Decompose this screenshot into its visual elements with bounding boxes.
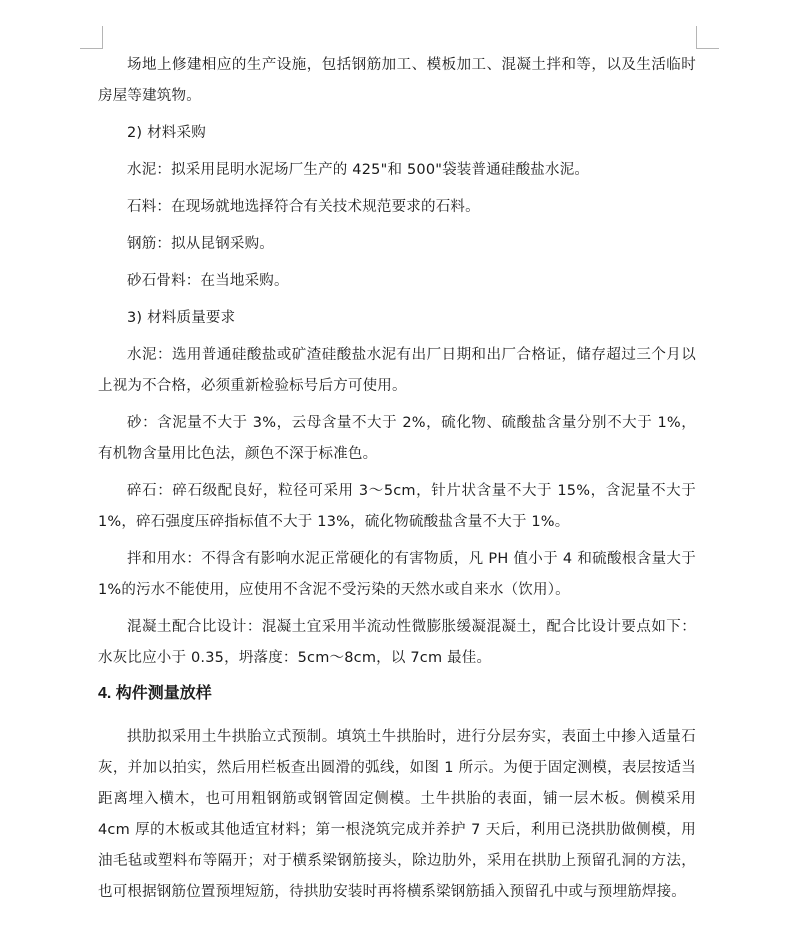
document-page — [98, 50, 696, 914]
paragraph-cement-quality: 水泥：选用普通硅酸盐或矿渣硅酸盐水泥有出厂日期和出厂合格证，储存超过三个月以上视为不合格，必须重新检验标号后方可使用。 — [98, 347, 696, 394]
paragraph-cement: 水泥：拟采用昆明水泥场厂生产的 425"和 500"袋装普通硅酸盐水泥。 — [127, 162, 590, 178]
paragraph-aggregate: 砂石骨料：在当地采购。 — [127, 273, 289, 289]
paragraph-steel: 钢筋：拟从昆钢采购。 — [127, 236, 274, 252]
paragraph-sand-quality: 砂：含泥量不大于 3%，云母含量不大于 2%，硫化物、硫酸盐含量分别不大于 1%，有机物含量用比色法，颜色不深于标准色。 — [98, 415, 696, 462]
section-heading: 4. 构件测量放样 — [98, 685, 212, 702]
paragraph-stone: 石料：在现场就地选择符合有关技术规范要求的石料。 — [127, 199, 480, 215]
subheading-material-quality: 3) 材料质量要求 — [127, 310, 236, 326]
crop-mark-left — [80, 26, 103, 49]
subheading-material-procurement: 2) 材料采购 — [127, 125, 206, 141]
paragraph-facilities: 场地上修建相应的生产设施，包括钢筋加工、模板加工、混凝土拌和等，以及生活临时房屋等建筑物。 — [98, 57, 696, 104]
crop-mark-right — [696, 26, 719, 49]
paragraph-mixing-water: 拌和用水：不得含有影响水泥正常硬化的有害物质，凡 PH 值小于 4 和硫酸根含量大于 1%的污水不能使用，应使用不含泥不受污染的天然水或自来水（饮用）。 — [98, 551, 696, 598]
paragraph-arch-rib: 拱肋拟采用土牛拱胎立式预制。填筑土牛拱胎时，进行分层夯实，表面土中掺入适量石灰，并加以拍实，然后用栏板查出圆滑的弧线，如图 1 所示。为便于固定测模，表层按适当距离埋入横木，也可用粗钢筋或钢管固定侧模。土牛拱胎的表面，铺一层木板。侧模采用 4cm 厚的木板或其他适宜材料；第一根浇筑完成并养护 7 天后，利用已浇拱肋做侧模，用油毛毡或塑料布等隔开；对于横系梁钢筋接头，除边肋外，采用在拱肋上预留孔洞的方法，也可根据钢筋位置预埋短筋，待拱肋安装时再将横系梁钢筋插入预留孔中或与预埋筋焊接。 — [98, 729, 696, 900]
paragraph-gravel-quality: 碎石：碎石级配良好，粒径可采用 3～5cm，针片状含量不大于 15%，含泥量不大于 1%，碎石强度压碎指标值不大于 13%，硫化物硫酸盐含量不大于 1%。 — [98, 483, 696, 530]
paragraph-mix-design: 混凝土配合比设计：混凝土宜采用半流动性微膨胀缓凝混凝土，配合比设计要点如下：水灰比应小于 0.35，坍落度：5cm～8cm，以 7cm 最佳。 — [98, 619, 696, 666]
